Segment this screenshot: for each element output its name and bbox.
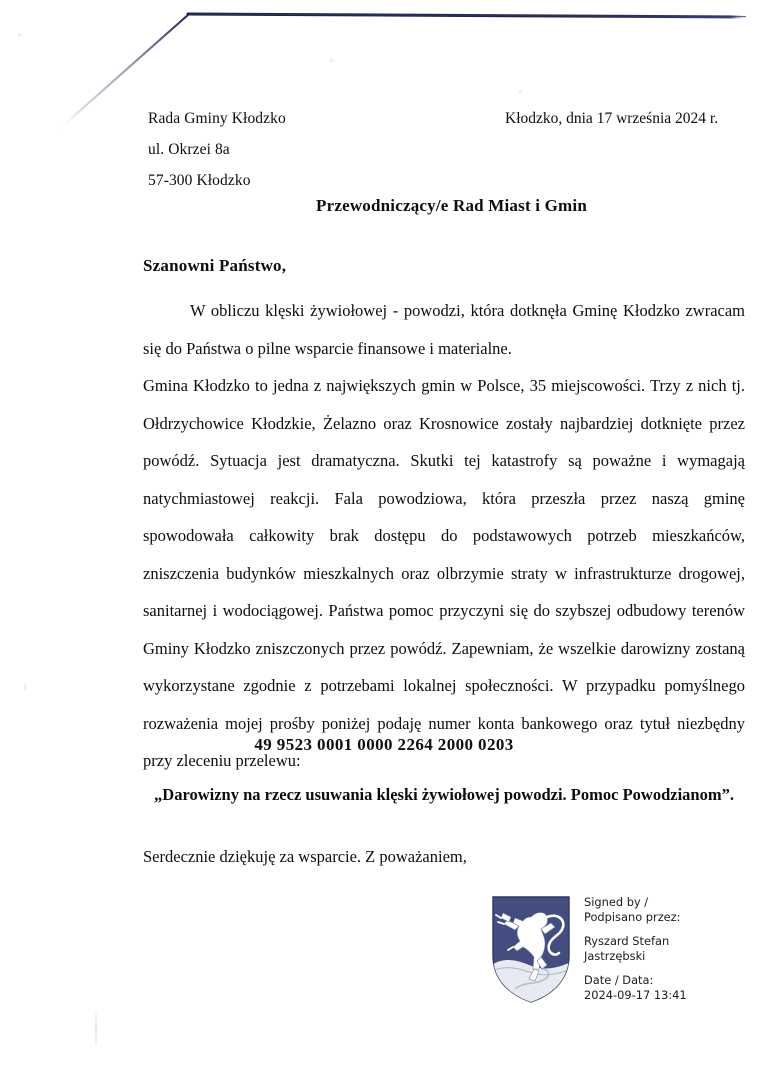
signature-date-value: 2024-09-17 13:41 xyxy=(584,987,687,1002)
scan-speck xyxy=(24,684,26,691)
body-paragraph: W obliczu klęski żywiołowej - powodzi, która dotknęła Gminę Kłodzko zwracam się do Państwa o pilne wsparcie finansowe i materialne. xyxy=(143,301,745,358)
bank-account-number: 49 9523 0001 0000 2264 2000 0203 xyxy=(254,735,514,754)
date-line: Kłodzko, dnia 17 września 2024 r. xyxy=(505,110,719,127)
body-paragraph: Gmina Kłodzko to jedna z największych gmin w Polsce, 35 miejscowości. Trzy z nich tj. Ołdrzychowice Kłodzkie, Żelazno oraz Krosnowice zostały najbardziej dotknięte przez powódź. Sytuacja jest dramatyczna. Skutki tej katastrofy są poważne i wymagają natychmiastowej reakcji. Fala powodziowa, która przeszła przez naszą gminę spowodowała całkowity brak dostępu do podstawowych potrzeb mieszkańców, zniszczenia budynków mieszkalnych oraz olbrzymie straty w infrastrukturze drogowej, sanitarnej i wodociągowej. Państwa pomoc przyczyni się do szybszej odbudowy terenów Gminy Kłodzko zniszczonych przez powódź. Zapewniam, że wszelkie darowizny zostaną wykorzystane zgodnie z potrzebami lokalnej społeczności. W przypadku pomyślnego rozważenia mojej prośby poniżej podaję numer konta bankowego oraz tytuł niezbędny przy zleceniu przelewu: xyxy=(143,376,745,770)
scan-speck xyxy=(95,1012,97,1046)
signed-by-group xyxy=(584,895,687,924)
digital-signature-stamp xyxy=(489,893,687,1005)
sender-line-street: ul. Okrzei 8a xyxy=(148,141,230,158)
signer-name-group xyxy=(584,934,687,963)
letter-body xyxy=(143,292,745,780)
salutation: Szanowni Państwo, xyxy=(143,256,287,275)
signature-text-block xyxy=(584,893,687,1002)
signer-name-line-1: Ryszard Stefan xyxy=(584,934,670,948)
addressee-line: Przewodniczący/e Rad Miast i Gmin xyxy=(316,196,587,215)
signature-date-label: Date / Data: xyxy=(584,973,654,987)
klodzko-coat-of-arms-icon xyxy=(489,893,573,1005)
signer-name-line-2: Jastrzębski xyxy=(584,948,646,963)
sender-line-city: 57-300 Kłodzko xyxy=(148,172,251,189)
scan-speck xyxy=(330,59,333,62)
signed-by-label-en: Signed by / xyxy=(584,895,649,909)
closing-line: Serdecznie dziękuję za wsparcie. Z poważaniem, xyxy=(143,847,467,866)
signature-date-group xyxy=(584,973,687,1002)
signed-by-label-pl: Podpisano przez: xyxy=(584,909,681,924)
sender-line-organisation: Rada Gminy Kłodzko xyxy=(148,110,286,127)
scan-speck xyxy=(18,33,21,36)
scan-speck xyxy=(519,90,522,93)
sender-address-block xyxy=(148,103,478,196)
transfer-title: „Darowizny na rzecz usuwania klęski żywiołowej powodzi. Pomoc Powodzianom”. xyxy=(154,785,734,804)
